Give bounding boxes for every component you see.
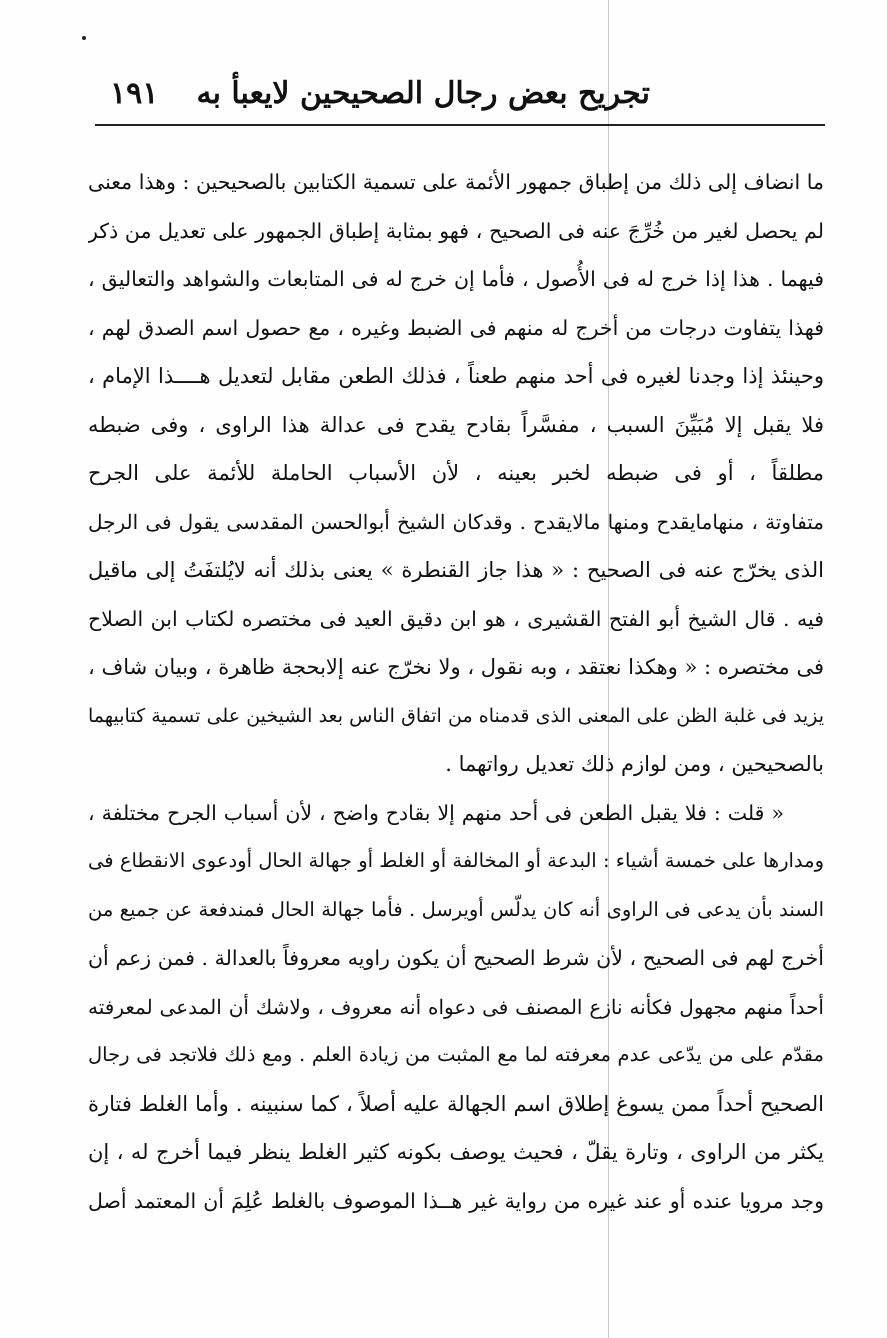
text-line: فى مختصره : « وهكذا نعتقد ، وبه نقول ، ولا نخرّج عنه إلابحجة ظاهرة ، وبيان شاف ،	[88, 655, 824, 679]
text-line: فيه . قال الشيخ أبو الفتح القشيرى ، هو ابن دقيق العيد فى مختصره لكتاب ابن الصلاح	[88, 606, 824, 631]
page-number: ١٩١	[110, 76, 159, 111]
text-line: مطلقاً ، أو فى ضبطه لخبر بعينه ، لأن الأسباب الحاملة للأئمة على الجرح	[88, 461, 824, 485]
text-line: لم يحصل لغير من خُرِّجَ عنه فى الصحيح ، فهو بمثابة إطباق الجمهور على تعديل من ذكر	[88, 218, 824, 243]
text-line: أخرج لهم فى الصحيح ، لأن شرط الصحيح أن يكون راويه معروفاً بالعدالة . فمن زعم أن	[88, 946, 824, 970]
text-line: وجد مرويا عنده أو عند غيره من رواية غير هــذا الموصوف بالغلط عُلِمَ أن المعتمد أصل	[88, 1188, 824, 1213]
text-line: متفاوتة ، منهامايقدح ومنها مالايقدح . وقدكان الشيخ أبوالحسن المقدسى يقول فى الرجل	[88, 509, 824, 534]
text-line: ومدارها على خمسة أشياء : البدعة أو المخالفة أو الغلط أو جهالة الحال أودعوى الانقطاع فى	[88, 849, 824, 872]
text-line: مقدّم على من يدّعى عدم معرفته لما مع المثبت من زيادة العلم . ومع ذلك فلاتجد فى رجال	[88, 1043, 824, 1066]
text-line: يكثر من الراوى ، وتارة يقلّ ، فحيث يوصف بكونه كثير الغلط ينظر فيما أخرج له ، إن	[88, 1140, 824, 1164]
text-line: فهذا يتفاوت درجات من أخرج له منهم فى الضبط وغيره ، مع حصول اسم الصدق لهم ،	[88, 315, 824, 340]
paragraph-end-line: بالصحيحين ، ومن لوازم ذلك تعديل رواتهما .	[445, 752, 824, 776]
header-rule	[95, 124, 825, 126]
text-line: ما انضاف إلى ذلك من إطباق جمهور الأئمة على تسمية الكتابين بالصحيحين : وهذا معنى	[88, 170, 824, 194]
text-line: يزيد فى غلبة الظن على المعنى الذى قدمناه من اتفاق الناس بعد الشيخين على تسمية كتابيهما	[88, 704, 824, 727]
ink-dot	[82, 36, 86, 40]
running-title: تجريح بعض رجال الصحيحين لايعبأ به	[196, 76, 650, 111]
text-line: الذى يخرّج عنه فى الصحيح : « هذا جاز القنطرة » يعنى بذلك أنه لايُلتفَتُ إلى ماقيل	[88, 558, 824, 582]
text-line: السند بأن يدعى فى الراوى أنه كان يدلّس أويرسل . فأما جهالة الحال فمندفعة عن جميع من	[88, 897, 824, 921]
text-line: فلا يقبل إلا مُبَيِّنَ السبب ، مفسَّراً بقادح يقدح فى عدالة هذا الراوى ، وفى ضبطه	[88, 412, 824, 437]
text-line: وحينئذ إذا وجدنا لغيره فى أحد منهم طعناً ، فذلك الطعن مقابل لتعديل هــــذا الإمام ،	[88, 364, 824, 388]
text-line: « قلت : فلا يقبل الطعن فى أحد منهم إلا بقادح واضح ، لأن أسباب الجرح مختلفة ،	[88, 800, 784, 825]
text-line: أحداً منهم مجهول فكأنه نازع المصنف فى دعواه أنه معروف ، ولاشك أن المدعى لمعرفته	[88, 994, 824, 1019]
body-text	[88, 158, 824, 1225]
page-header	[95, 70, 825, 122]
text-line: فيهما . هذا إذا خرج له فى الأُصول ، فأما إن خرج له فى المتابعات والشواهد والتعاليق ،	[88, 267, 824, 291]
text-line: الصحيح أحداً ممن يسوغ إطلاق اسم الجهالة عليه أصلاً ، كما سنبينه . وأما الغلط فتارة	[88, 1091, 824, 1116]
